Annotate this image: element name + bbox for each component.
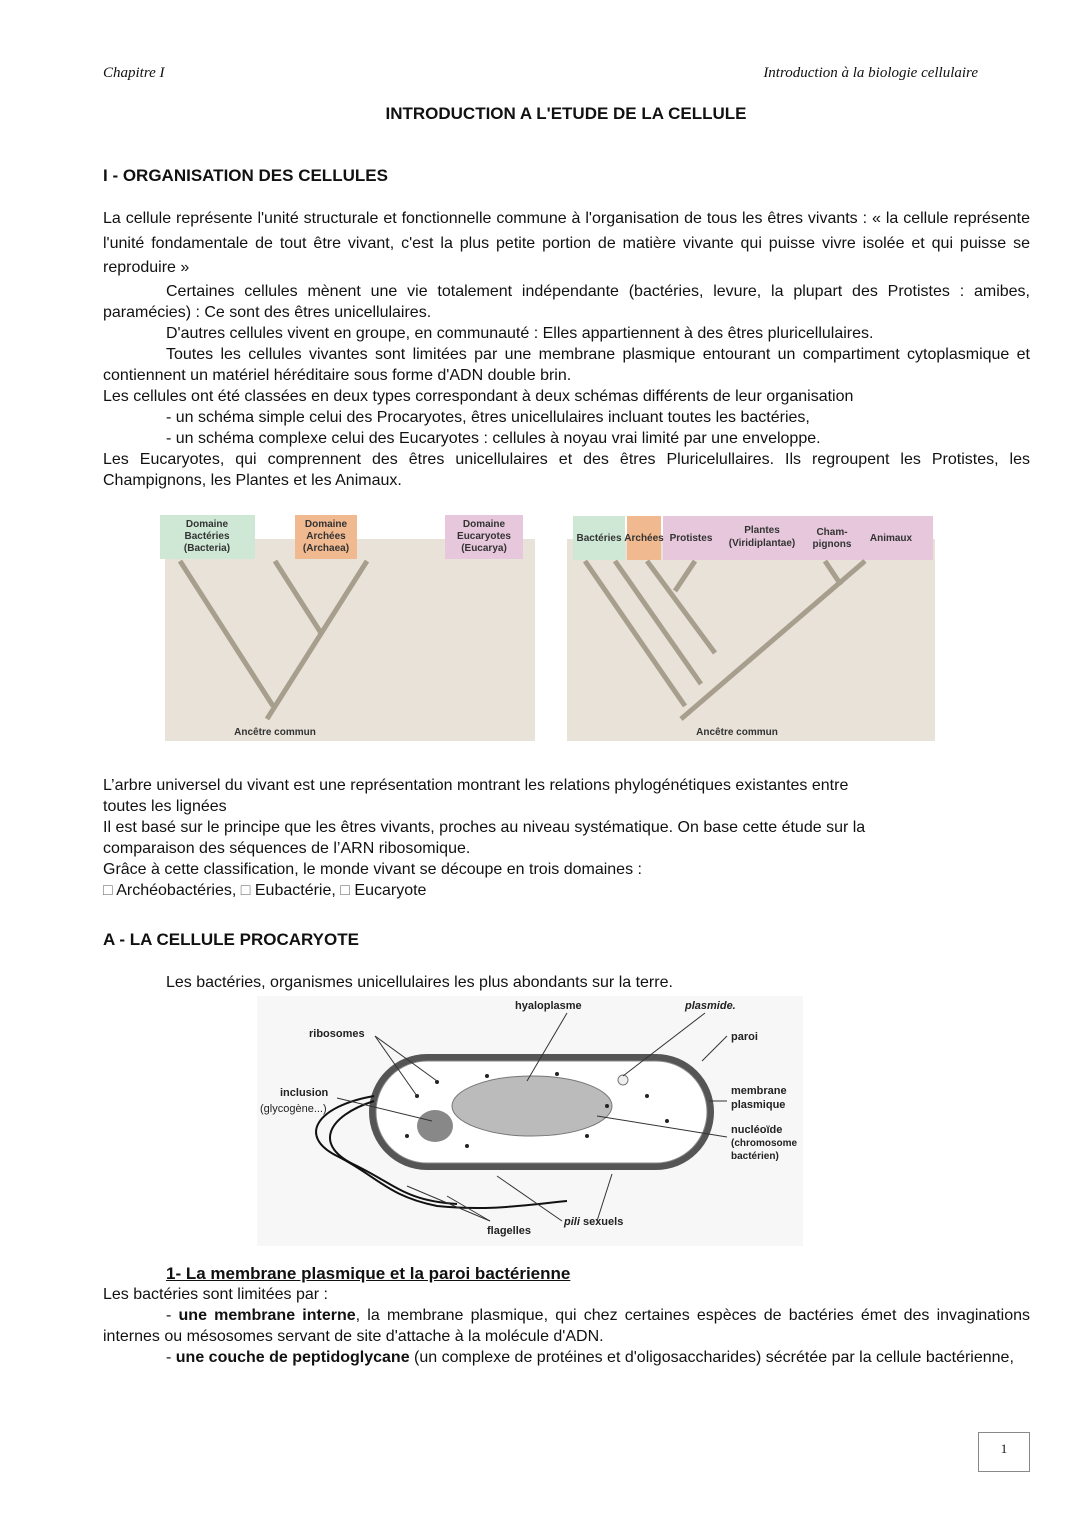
tree1-label: Archées [306,530,346,542]
list-item: - un schéma simple celui des Procaryotes, êtres unicellulaires incluant toutes les bactéries, [166,408,810,426]
label-glycogen: (glycogène...) [260,1102,327,1115]
paragraph: Il est basé sur le principe que les êtres vivants, proches au niveau systématique. On base cette étude sur la [103,818,866,836]
tree1-root-label: Ancêtre commun [234,726,316,738]
tree1-label: Domaine [185,518,229,530]
paragraph: Les bactéries sont limitées par : [103,1285,328,1303]
domain-item: Eucaryote [354,881,427,899]
inclusion [417,1110,453,1142]
header-chapter: Chapitre I [103,65,165,81]
paragraph: Les Eucaryotes, qui comprennent des êtres unicellulaires et des êtres Pluricelullaires. Ils regroupent les Protistes, les Champignons, les Plantes et les Animaux. [103,450,1030,489]
nucleoid [452,1076,612,1136]
phylogenetic-trees-figure [135,501,945,751]
tree1-background [165,539,535,741]
subsection-heading: 1- La membrane plasmique et la paroi bactérienne [166,1263,571,1283]
page-title: INTRODUCTION A L'ETUDE DE LA CELLULE [385,104,747,123]
list-item: - une membrane interne, la membrane plasmique, qui chez certaines espèces de bactéries émet des invaginations internes ou mésosomes servant de site d'attache à la molécule d'ADN. [103,1306,1030,1345]
paragraph: La cellule représente l'unité structurale et fonctionnelle commune à l'organisation de tous les êtres vivants : « la cellule représente l'unité fondamentale de tout être vivant, c'est la plus petite portion de matière vivante qui puisse vivre isolée et qui puisse se reproduire » [103,210,1030,276]
label-ribosomes: ribosomes [309,1027,365,1040]
label-chromosome: bactérien) [731,1150,779,1162]
tree2-label: Animaux [869,532,913,544]
tree1-label: (Archaea) [302,542,350,554]
domain-item: Archéobactéries, [116,881,237,899]
tree1-label: (Eucarya) [461,542,507,554]
bullet-icon: □ [103,881,113,899]
page-number: 1 [978,1432,1030,1472]
tree2-label: Plantes [744,524,780,536]
prokaryote-cell-diagram [257,996,803,1246]
paragraph: L’arbre universel du vivant est une représentation montrant les relations phylogénétiques existantes entre [103,776,849,794]
list-text: , la membrane plasmique, qui chez certaines espèces de bactéries émet des invaginations internes ou mésosomes servant de site d'attache à la molécule d'ADN. [103,1306,1030,1345]
plasmid [618,1075,628,1085]
label-wall: paroi [731,1030,758,1043]
paragraph: toutes les lignées [103,797,227,815]
bullet-icon: □ [340,881,350,899]
paragraph: D'autres cellules vivent en groupe, en communauté : Elles appartiennent à des êtres pluricellulaires. [166,324,874,342]
list-text: (un complexe de protéines et d'oligosaccharides) sécrétée par la cellule bactérienne, [409,1348,1014,1366]
tree2-label: pignons [812,538,852,550]
label-pili: pili sexuels [564,1215,624,1228]
paragraph: Toutes les cellules vivantes sont limitées par une membrane plasmique entourant un compartiment cytoplasmique et contiennent un matériel héréditaire sous forme d'ADN double brin. [103,345,1030,384]
section-heading: A - LA CELLULE PROCARYOTE [103,929,359,949]
tree2-label: Archées [624,532,664,544]
domain-item: Eubactérie, [254,881,336,899]
label-membrane: plasmique [731,1098,786,1111]
tree2-root-label: Ancêtre commun [696,726,778,738]
list-item: - une couche de peptidoglycane (un complexe de protéines et d'oligosaccharides) sécrétée par la cellule bactérienne, [166,1348,1014,1366]
label-hyaloplasm: hyaloplasme [515,999,582,1012]
list-item: - un schéma complexe celui des Eucaryotes : cellules à noyau vrai limité par une enveloppe. [166,429,821,447]
document-body [103,166,1030,1368]
label-inclusion: inclusion [280,1086,329,1099]
paragraph: Grâce à cette classification, le monde vivant se découpe en trois domaines : [103,860,642,878]
section-heading: I - ORGANISATION DES CELLULES [103,166,388,185]
bullet-icon: □ [240,881,251,899]
label-flagella: flagelles [487,1224,532,1237]
label-plasmid: plasmide. [685,999,736,1012]
paragraph: comparaison des séquences de l’ARN ribosomique. [103,839,471,857]
domain-list [103,880,1030,901]
tree1-label: Domaine [304,518,348,530]
bold-term: une membrane interne [178,1306,356,1324]
label-nucleoid: nucléoïde [731,1123,783,1136]
tree2-label: Cham- [816,526,848,538]
tree2-label: Protistes [669,532,713,544]
paragraph: Les cellules ont été classées en deux types correspondant à deux schémas différents de leur organisation [103,387,854,405]
tree1-label: Domaine [462,518,506,530]
tree1-label: (Bacteria) [183,542,231,554]
label-chromosome: (chromosome [731,1137,798,1149]
tree1-label: Bactéries [184,530,230,542]
tree2-label: Bactéries [576,532,622,544]
paragraph: Les bactéries, organismes unicellulaires les plus abondants sur la terre. [166,973,673,991]
header-subject: Introduction à la biologie cellulaire [763,65,978,81]
bold-term: une couche de peptidoglycane [175,1348,410,1366]
label-membrane: membrane [731,1084,787,1097]
tree1-label: Eucaryotes [457,530,511,542]
tree2-label: (Viridiplantae) [728,537,796,549]
paragraph: Certaines cellules mènent une vie totalement indépendante (bactéries, levure, la plupart des Protistes : amibes, paramécies) : Ce sont des êtres unicellulaires. [103,282,1030,321]
